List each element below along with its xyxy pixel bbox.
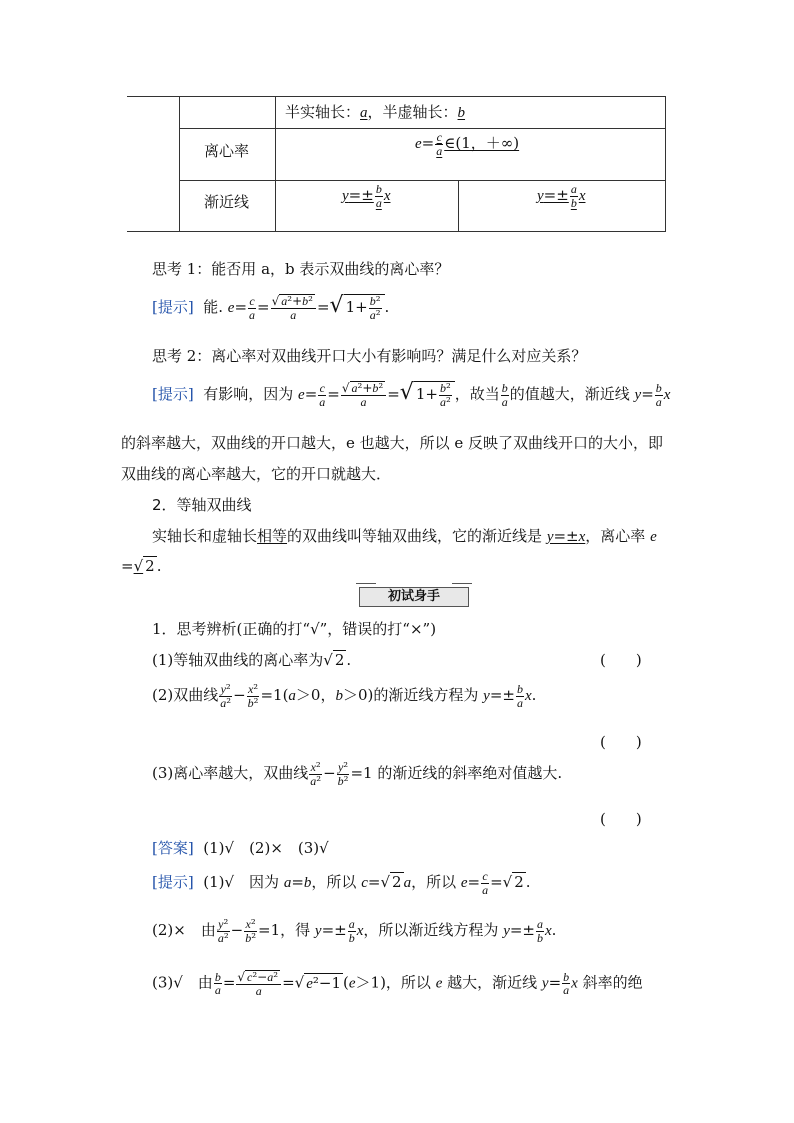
hint-1: [提示] (1)√ 因为 a=b，所以 c=√ 2 a，所以 e= $\frac{c}{a}$ =√ 2 . (152, 869, 531, 897)
q1-item3-paren: ( ) (600, 810, 642, 828)
table-row-semi-axes: 半实轴长：a，半虚轴长：b (285, 103, 466, 121)
q1-stem: 1．思考辨析(正确的打“√”，错误的打“×”) (152, 620, 437, 638)
answer-tag: [答案] (152, 839, 194, 857)
q1-item2-paren: ( ) (600, 733, 642, 751)
table-label-eccentricity: 离心率 (204, 142, 250, 160)
q1-item1: (1)等轴双曲线的离心率为√ 2 . (152, 651, 352, 669)
table-asymptote-right: y=± $\frac{a}{b}$ x (537, 182, 586, 210)
practice-section-title: 初试身手 (359, 587, 469, 607)
table-eccentricity-formula: e= $\frac{c}{a}$ ∈(1，＋∞) (415, 130, 520, 158)
think2-hint-tag: [提示] (152, 385, 194, 403)
hint-2: (2)× 由 $\frac{\text{y²}}{\text{a²}}$ − $\frac{\text{x²}}{\text{b²}}$ =1，得 y=± $\frac{a}{b}$ x，所以渐近线方程为 y=± $\frac{a}{b}$ x. (152, 917, 557, 945)
think1-question: 思考 1：能否用 a，b 表示双曲线的离心率？ (152, 260, 450, 278)
section2-title: 2．等轴双曲线 (152, 496, 252, 514)
answer-text: (1)√ (2)× (3)√ (203, 839, 329, 857)
think2-question: 思考 2：离心率对双曲线开口大小有影响吗？满足什么对应关系？ (152, 347, 587, 365)
q1-item3: (3)离心率越大，双曲线 $\frac{\text{x²}}{\text{a²}}$ − $\frac{\text{y²}}{\text{b²}}$ =1 的渐近线的斜率绝对值越大. (152, 760, 563, 788)
think2-hint-line3: 双曲线的离心率越大，它的开口就越大． (121, 465, 392, 483)
q1-item2: (2)双曲线 $\frac{\text{y²}}{\text{a²}}$ − $\frac{\text{x²}}{\text{b²}}$ =1(a＞0，b＞0)的渐近线方程为 y=± $\frac{b}{a}$ x. (152, 682, 537, 710)
think1-hint: [提示] 能. e= $\frac{c}{a}$ = $\frac{\text{√ a²+b²}}{a}$ =√ 1+ $\frac{\text{b²}}{\text{a²}}$ . (152, 293, 390, 322)
table-label-asymptote: 渐近线 (204, 193, 250, 211)
hint-tag: [提示] (152, 873, 194, 892)
think1-hint-tag: [提示] (152, 298, 194, 316)
q1-item1-paren: ( ) (600, 651, 642, 669)
think2-hint-line2: 的斜率越大，双曲线的开口越大，e 也越大，所以 e 反映了双曲线开口的大小，即 (121, 434, 664, 452)
hyperbola-properties-table (127, 96, 666, 232)
think2-hint-line1: [提示] 有影响，因为 e= $\frac{c}{a}$ = $\frac{\text{√ a²+b²}}{a}$ =√ 1+ $\frac{\text{b²}}{\text{a²}}$ ，故当 $\frac{b}{a}$ 的值越大，渐近线 y= $\frac{b}{a}$ x (152, 380, 671, 409)
section2-line1: 实轴长和虚轴长相等的双曲线叫等轴双曲线，它的渐近线是 y=±x，离心率 e (152, 527, 657, 545)
hint-3: (3)√ 由 $\frac{b}{a}$ = $\frac{\text{√ c²−a²}}{a}$ =√ e²−1 (e＞1)，所以 e 越大，渐近线 y= $\frac{b}{a}$ x 斜率的绝 (152, 969, 643, 998)
answer-line (152, 837, 329, 858)
table-asymptote-left: y=± $\frac{b}{a}$ x (342, 182, 391, 210)
section2-line2: =√ 2 . (121, 557, 162, 575)
